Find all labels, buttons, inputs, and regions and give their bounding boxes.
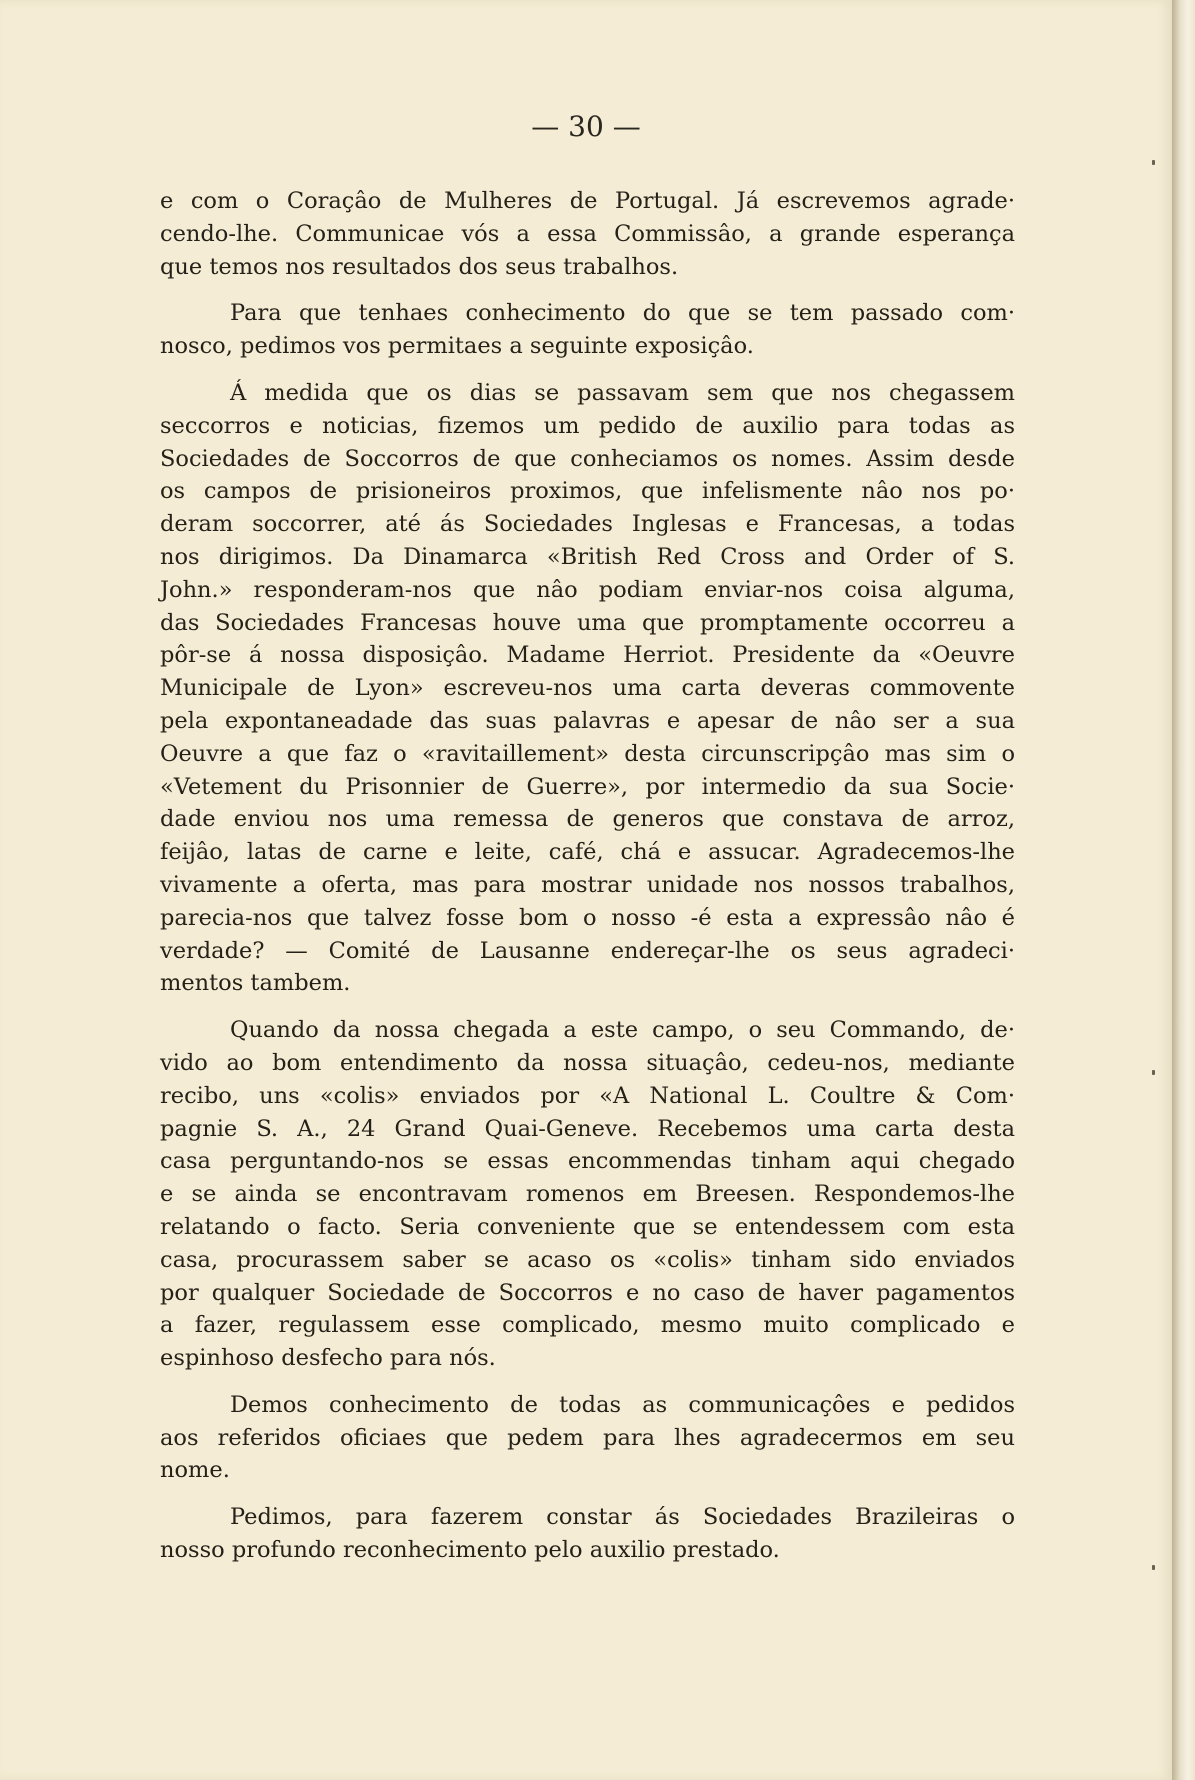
text-line: seccorros e noticias, fizemos um pedido de auxilio para todas as <box>160 412 1015 439</box>
paper-speck <box>1152 160 1155 165</box>
paragraph-4 <box>160 1014 1015 1375</box>
text-line: vido ao bom entendimento da nossa situaçâo, cedeu-nos, mediante <box>160 1049 1015 1076</box>
text-line: que temos nos resultados dos seus trabalhos. <box>160 253 679 280</box>
text-line: aos referidos oficiaes que pedem para lhes agradecermos em seu <box>160 1424 1015 1451</box>
text-line: e com o Coraçâo de Mulheres de Portugal. Já escrevemos agrade· <box>160 188 1015 214</box>
text-line: casa, procurassem saber se acaso os «colis» tinham sido enviados <box>160 1246 1015 1273</box>
text-line: Municipale de Lyon» escreveu-nos uma carta deveras commovente <box>160 675 1015 702</box>
text-line: parecia-nos que talvez fosse bom o nosso -é esta a expressâo nâo é <box>160 904 1015 931</box>
text-line: deram soccorrer, até ás Sociedades Inglesas e Francesas, a todas <box>160 511 1015 538</box>
paragraph-5 <box>160 1389 1015 1487</box>
text-line: pôr-se á nossa disposiçâo. Madame Herriot. Presidente da «Oeuvre <box>160 642 1015 669</box>
paper-speck <box>1152 1565 1155 1570</box>
text-line: verdade? — Comité de Lausanne endereçar-lhe os seus agradeci· <box>160 937 1015 964</box>
text-line: relatando o facto. Seria conveniente que se entendessem com esta <box>160 1213 1015 1240</box>
text-line: feijâo, latas de carne e leite, café, chá e assucar. Agradecemos-lhe <box>160 839 1015 866</box>
text-line: nosso profundo reconhecimento pelo auxilio prestado. <box>160 1537 780 1564</box>
text-line: casa perguntando-nos se essas encommendas tinham aqui chegado <box>160 1148 1015 1175</box>
text-line: Pedimos, para fazerem constar ás Sociedades Brazileiras o <box>230 1504 1015 1531</box>
text-line: das Sociedades Francesas houve uma que promptamente occorreu a <box>160 609 1015 636</box>
text-line: Á medida que os dias se passavam sem que nos chegassem <box>230 379 1015 406</box>
text-line: John.» responderam-nos que nâo podiam enviar-nos coisa alguma, <box>160 576 1015 603</box>
text-line: Quando da nossa chegada a este campo, o seu Commando, de· <box>230 1017 1015 1044</box>
text-line: nosco, pedimos vos permitaes a seguinte exposiçâo. <box>160 333 754 360</box>
text-line: vivamente a oferta, mas para mostrar unidade nos nossos trabalhos, <box>160 871 1015 898</box>
text-line: Demos conhecimento de todas as communicaçôes e pedidos <box>230 1391 1015 1418</box>
text-line: e se ainda se encontravam romenos em Breesen. Respondemos-lhe <box>160 1181 1015 1208</box>
text-line: nome. <box>160 1457 230 1484</box>
paragraph-2 <box>160 297 1015 363</box>
text-line: os campos de prisioneiros proximos, que infelismente nâo nos po· <box>160 478 1015 505</box>
paragraph-1 <box>160 185 1015 283</box>
text-line: mentos tambem. <box>160 970 351 997</box>
text-line: cendo-lhe. Communicae vós a essa Commissâo, a grande esperança <box>160 220 1015 247</box>
text-line: Oeuvre a que faz o «ravitaillement» desta circunscripçâo mas sim o <box>160 740 1015 767</box>
text-line: pagnie S. A., 24 Grand Quai-Geneve. Recebemos uma carta desta <box>160 1115 1015 1142</box>
text-line: nos dirigimos. Da Dinamarca «British Red Cross and Order of S. <box>160 543 1015 570</box>
text-line: Para que tenhaes conhecimento do que se tem passado com· <box>230 300 1015 327</box>
page-number: — 30 — <box>531 110 641 143</box>
text-line: dade enviou nos uma remessa de generos que constava de arroz, <box>160 806 1015 833</box>
text-line: a fazer, regulassem esse complicado, mesmo muito complicado e <box>160 1312 1015 1339</box>
paragraph-6 <box>160 1501 1015 1567</box>
text-line: recibo, uns «colis» enviados por «A National L. Coultre & Com· <box>160 1082 1015 1109</box>
text-line: «Vetement du Prisonnier de Guerre», por intermedio da sua Socie· <box>160 773 1015 800</box>
text-line: por qualquer Sociedade de Soccorros e no caso de haver pagamentos <box>160 1279 1015 1306</box>
body-text <box>160 185 1015 1581</box>
text-line: espinhoso desfecho para nós. <box>160 1345 496 1372</box>
text-line: Sociedades de Soccorros de que conheciamos os nomes. Assim desde <box>160 445 1015 472</box>
paragraph-3 <box>160 377 1015 1000</box>
paper-speck <box>1152 1070 1155 1075</box>
text-line: pela expontaneadade das suas palavras e apesar de nâo ser a sua <box>160 707 1015 734</box>
page-edge <box>1172 0 1195 1780</box>
